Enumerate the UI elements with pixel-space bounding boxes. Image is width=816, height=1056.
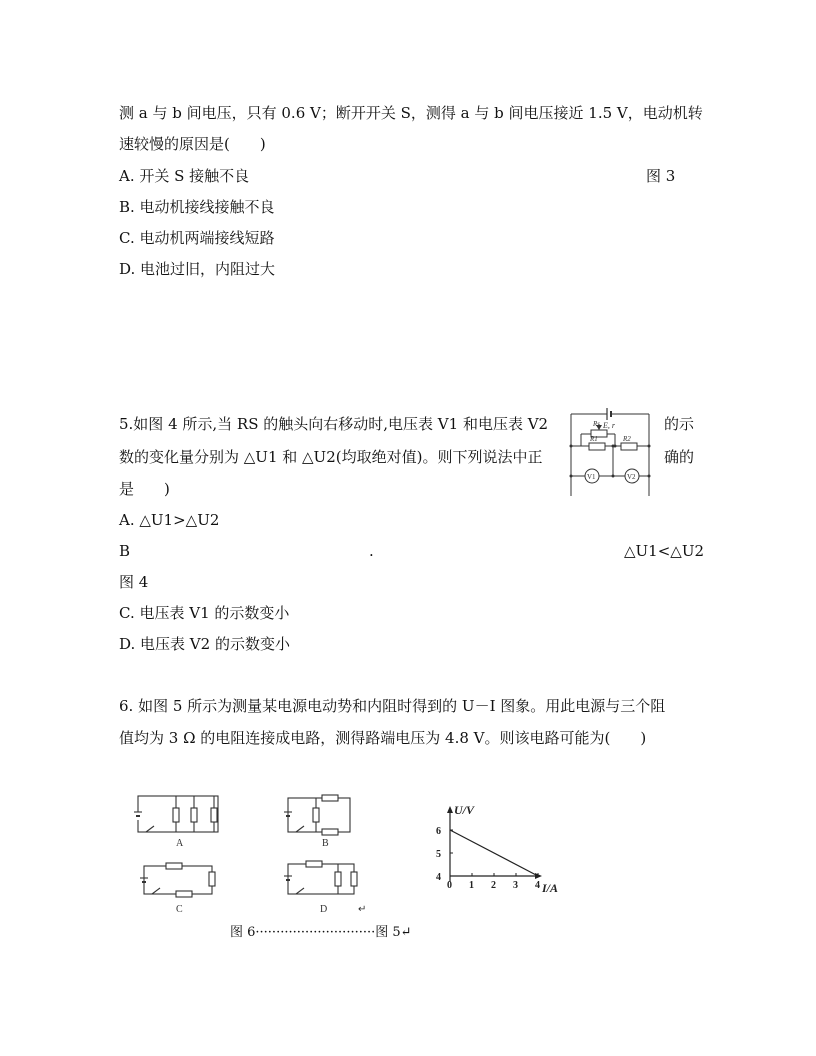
rs-label: Rs — [593, 420, 600, 428]
q5-stem-line-3: 是 ) — [119, 480, 170, 498]
q5-option-b-text: △U1<△U2 — [624, 542, 705, 560]
figure-4-circuit — [563, 404, 663, 504]
circuit-d-label: D — [320, 904, 328, 915]
figure-5-ui-chart — [420, 800, 560, 900]
x-tick-label: 0 — [447, 880, 452, 891]
figure-caption: 图 6·····························图 5↵ — [230, 925, 412, 940]
x-tick-label: 4 — [535, 880, 540, 891]
q6-stem-line-2: 值均为 3 Ω 的电阻连接成电路，测得路端电压为 4.8 V。则该电路可能为( ) — [119, 729, 647, 747]
r1-label: R1 — [590, 435, 598, 443]
circuit-b-label: B — [322, 838, 329, 849]
q4-figure-label: 图 3 — [646, 167, 676, 185]
q4-option-c: C. 电动机两端接线短路 — [119, 229, 275, 247]
q5-figure-label: 图 4 — [119, 573, 149, 591]
y-axis-arrow — [447, 806, 453, 813]
q5-stem-line-1: 5.如图 4 所示,当 RS 的触头向右移动时,电压表 V1 和电压表 V2 — [119, 415, 549, 433]
q5-stem-line-2: 数的变化量分别为 △U1 和 △U2(均取绝对值)。则下列说法中正 — [119, 448, 543, 466]
q4-stem-line-1: 测 a 与 b 间电压，只有 0.6 V；断开开关 S，测得 a 与 b 间电压接近 1.5 V，电动机转 — [119, 104, 703, 122]
q5-option-c: C. 电压表 V1 的示数变小 — [119, 604, 290, 622]
series-line — [450, 830, 538, 876]
y-axis-label: U/V — [454, 803, 475, 817]
q4-stem-line-2: 速较慢的原因是( ) — [119, 135, 266, 153]
q4-option-a: A. 开关 S 接触不良 — [119, 167, 250, 185]
v2-label: V2 — [627, 473, 636, 481]
q5-stem-line-1-end: 的示 — [664, 415, 695, 433]
y-tick-label: 5 — [436, 849, 441, 860]
x-tick-label: 2 — [491, 880, 496, 891]
figure-6-circuits — [130, 790, 380, 920]
x-tick-label: 1 — [469, 880, 474, 891]
q5-option-b-letter: B — [119, 542, 131, 560]
x-axis-label: I/A — [542, 881, 559, 895]
return-mark: ↵ — [358, 904, 367, 915]
y-tick-label: 4 — [436, 872, 441, 883]
q5-option-b-dot: . — [369, 542, 374, 560]
r2-label: R2 — [623, 435, 631, 443]
circuit-a-label: A — [176, 838, 184, 849]
source-label: E, r — [603, 421, 615, 430]
q5-stem-line-2-end: 确的 — [664, 448, 695, 466]
q5-option-a: A. △U1>△U2 — [119, 511, 220, 529]
y-tick-label: 6 — [436, 826, 441, 837]
q6-stem-line-1: 6. 如图 5 所示为测量某电源电动势和内阻时得到的 U－I 图象。用此电源与三个阻 — [119, 697, 666, 715]
x-tick-label: 3 — [513, 880, 518, 891]
v1-label: V1 — [587, 473, 596, 481]
q4-option-b: B. 电动机接线接触不良 — [119, 198, 275, 216]
circuit-c-label: C — [176, 904, 183, 915]
q5-option-d: D. 电压表 V2 的示数变小 — [119, 635, 290, 653]
q4-option-d: D. 电池过旧，内阻过大 — [119, 260, 276, 278]
